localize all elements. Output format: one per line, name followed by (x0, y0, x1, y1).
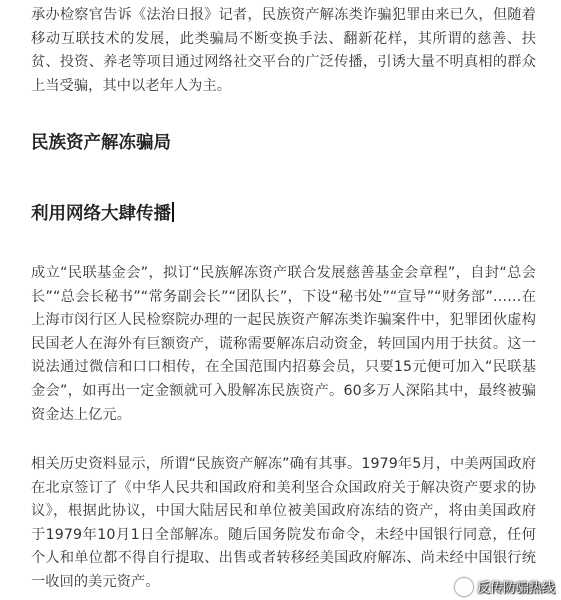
article-paragraph-3: 相关历史资料显示，所谓“民族资产解冻”确有其事。1979年5月，中美两国政府在北京签订了《中华人民共和国政府和美利坚合众国政府关于解决资产要求的协议》，根据此协议，中国大陆居民和单位被美国政府冻结的资产，将由美国政府于1979年10月1日全部解冻。随后国务院发布命令，未经中国银行同意，任何个人和单位都不得自行提取、出售或者转移经美国政府解冻、尚未经中国银行统一收回的美元资产。 (31, 456, 536, 590)
section-heading-1: 民族资产解冻骗局 (31, 133, 171, 153)
text-cursor (172, 202, 174, 222)
article-paragraph-2: 成立“民联基金会”，拟订“民族解冻资产联合发展慈善基金会章程”，自封“总会长”“总会长秘书”“常务副会长”“团队长”，下设“秘书处”“宣导”“财务部”……在上海市闵行区人民检察院办理的一起民族资产解冻类诈骗案件中，犯罪团伙虚构民国老人在海外有巨额资产，谎称需要解冻启动资金，转回国内用于扶贫。这一说法通过微信和口口相传，在全国范围内招募会员，只要15元便可加入“民联基金会”，如再出一定金额就可入股解冻民族资产。60多万人深陷其中，最终被骗资金达上亿元。 (31, 265, 536, 423)
section-heading-2 (31, 202, 174, 226)
article-paragraph-1: 承办检察官告诉《法治日报》记者，民族资产解冻类诈骗犯罪由来已久，但随着移动互联技术的发展，此类骗局不断变换手法、翻新花样，其所谓的慈善、扶贫、投资、养老等项目通过网络社交平台的广泛传播，引诱大量不明真相的群众上当受骗，其中以老年人为主。 (31, 7, 536, 94)
source-watermark (455, 577, 555, 596)
watermark-text: 反传防骗热线 (476, 581, 555, 596)
section-heading-2-text: 利用网络大肆传播 (31, 204, 171, 224)
chat-bubble-icon (455, 578, 473, 596)
